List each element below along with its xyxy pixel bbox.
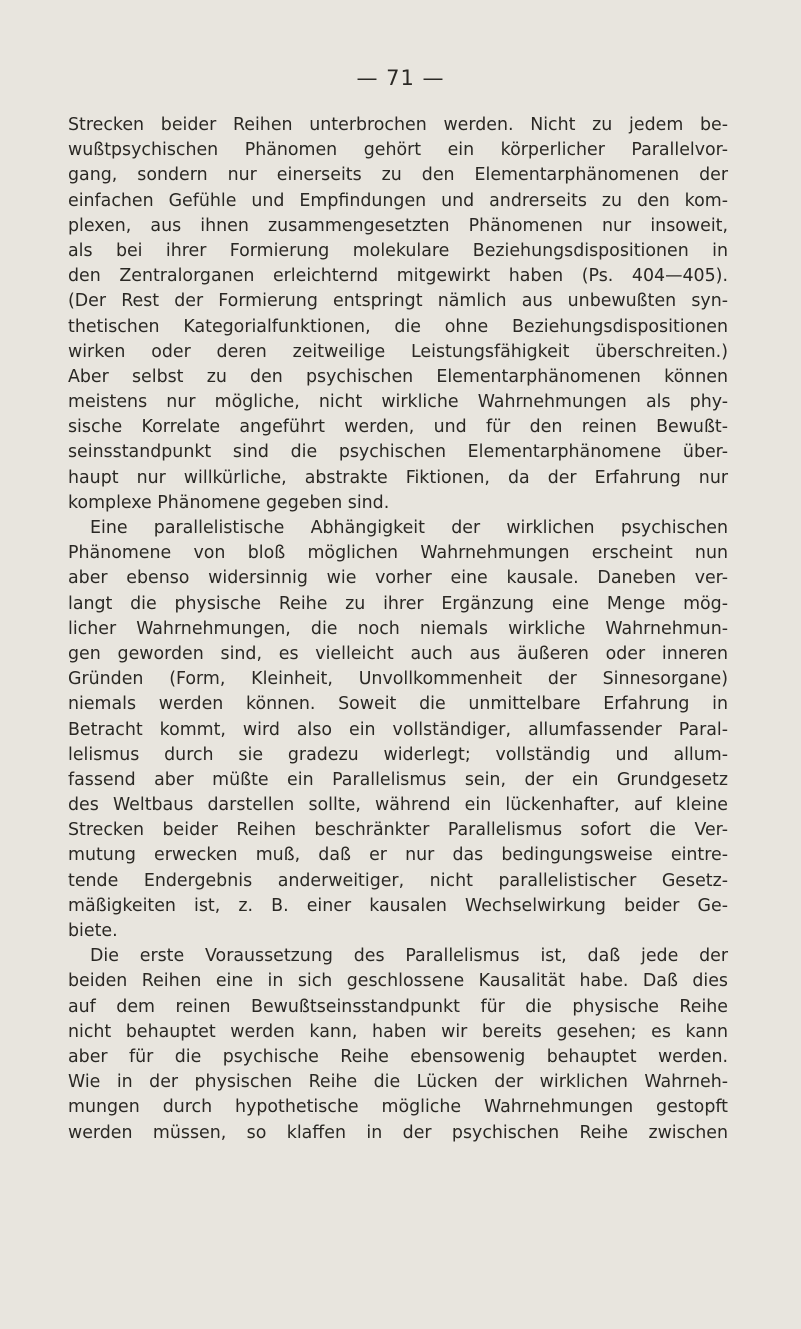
text-line: auf dem reinen Bewußtseinsstandpunkt für die physische Reihe <box>68 996 728 1017</box>
text-line: mutung erwecken muß, daß er nur das bedingungsweise eintre- <box>68 845 728 866</box>
text-line: meistens nur mögliche, nicht wirkliche Wahrnehmungen als phy- <box>68 392 728 413</box>
text-line: lelismus durch sie gradezu widerlegt; vollständig und allum- <box>68 744 728 765</box>
text-line: gen geworden sind, es vielleicht auch aus äußeren oder inneren <box>68 643 728 664</box>
text-line: sische Korrelate angeführt werden, und für den reinen Bewußt- <box>68 417 728 438</box>
paragraph-end-line: biete. <box>68 921 118 941</box>
text-line: tende Endergebnis anderweitiger, nicht parallelistischer Gesetz- <box>68 870 728 891</box>
text-line: langt die physische Reihe zu ihrer Ergänzung eine Menge mög- <box>68 593 728 614</box>
paragraph-start-line: Eine parallelistische Abhängigkeit der wirklichen psychischen <box>90 518 728 538</box>
paragraph-start-line: Die erste Voraussetzung des Parallelismus ist, daß jede der <box>90 946 728 967</box>
text-line: Strecken beider Reihen unterbrochen werden. Nicht zu jedem be- <box>68 115 728 135</box>
text-line: Aber selbst zu den psychischen Elementarphänomenen können <box>68 366 728 387</box>
text-line: niemals werden können. Soweit die unmittelbare Erfahrung in <box>68 694 728 715</box>
text-line: werden müssen, so klaffen in der psychischen Reihe zwischen <box>68 1122 728 1143</box>
text-line: haupt nur willkürliche, abstrakte Fiktionen, da der Erfahrung nur <box>68 467 728 488</box>
text-line: wußtpsychischen Phänomen gehört ein körperlicher Parallelvor- <box>68 140 728 161</box>
text-line: fassend aber müßte ein Parallelismus sein, der ein Grundgesetz <box>68 769 728 790</box>
text-line: Strecken beider Reihen beschränkter Parallelismus sofort die Ver- <box>68 820 728 841</box>
text-line: seinsstandpunkt sind die psychischen Elementarphänomene über- <box>68 442 728 463</box>
text-line: des Weltbaus darstellen sollte, während ein lückenhafter, auf kleine <box>68 795 728 816</box>
page-number: — 71 — <box>356 66 445 90</box>
body-text <box>68 113 728 1146</box>
text-line: plexen, aus ihnen zusammengesetzten Phänomenen nur insoweit, <box>68 215 728 236</box>
text-line: Wie in der physischen Reihe die Lücken der wirklichen Wahrneh- <box>68 1072 728 1093</box>
text-line: (Der Rest der Formierung entspringt nämlich aus unbewußten syn- <box>68 291 728 312</box>
text-line: Gründen (Form, Kleinheit, Unvollkommenheit der Sinnesorgane) <box>68 669 728 690</box>
text-line: Betracht kommt, wird also ein vollständiger, allumfassender Paral- <box>68 719 728 740</box>
text-line: mäßigkeiten ist, z. B. einer kausalen Wechselwirkung beider Ge- <box>68 895 728 916</box>
text-line: licher Wahrnehmungen, die noch niemals wirkliche Wahrnehmun- <box>68 618 728 639</box>
text-line: aber ebenso widersinnig wie vorher eine kausale. Daneben ver- <box>68 568 728 589</box>
text-line: beiden Reihen eine in sich geschlossene Kausalität habe. Daß dies <box>68 971 728 992</box>
text-line: als bei ihrer Formierung molekulare Beziehungsdispositionen in <box>68 240 728 261</box>
text-line: den Zentralorganen erleichternd mitgewirkt haben (Ps. 404—405). <box>68 266 728 287</box>
text-line: thetischen Kategorialfunktionen, die ohne Beziehungsdispositionen <box>68 316 728 337</box>
text-line: gang, sondern nur einerseits zu den Elementarphänomenen der <box>68 165 728 186</box>
text-line: Phänomene von bloß möglichen Wahrnehmungen erscheint nun <box>68 543 728 564</box>
text-line: wirken oder deren zeitweilige Leistungsfähigkeit überschreiten.) <box>68 341 728 362</box>
text-line: einfachen Gefühle und Empfindungen und andrerseits zu den kom- <box>68 190 728 211</box>
text-line: aber für die psychische Reihe ebensowenig behauptet werden. <box>68 1046 728 1067</box>
text-line: nicht behauptet werden kann, haben wir bereits gesehen; es kann <box>68 1021 728 1042</box>
text-line: mungen durch hypothetische mögliche Wahrnehmungen gestopft <box>68 1097 728 1118</box>
paragraph-end-line: komplexe Phänomene gegeben sind. <box>68 492 390 513</box>
